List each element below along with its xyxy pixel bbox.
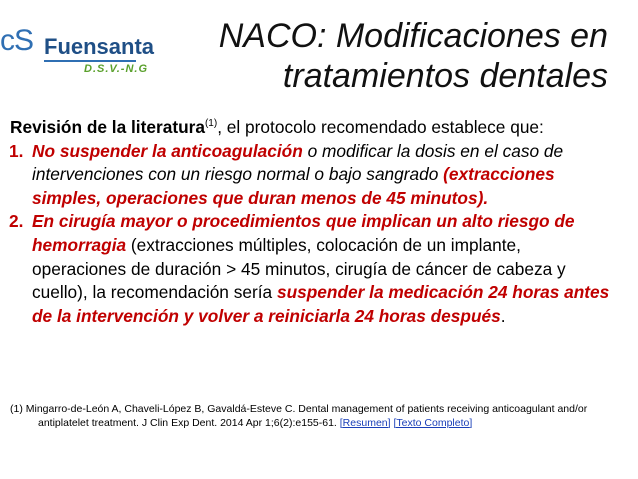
logo-subtitle: D.S.V.-N.G [84, 63, 148, 75]
title-line-1: NACO: Modificaciones en [218, 17, 608, 55]
reference-paragraph [10, 403, 610, 430]
item2-end: . [500, 305, 506, 326]
item1-red-1: No suspender la anticoagulación [32, 140, 303, 161]
list-item-1 [10, 140, 610, 211]
fuensanta-logo [0, 14, 155, 75]
intro-bold: Revisión de la literatura [10, 117, 205, 137]
slide-title [168, 16, 608, 96]
title-line-2: tratamientos dentales [282, 57, 608, 95]
item2-red-2: suspender la medicación 24 horas antes de la intervención y volver a reiniciarla 24 horas después [32, 282, 610, 326]
reference-text: (1) Mingarro-de-León A, Chaveli-López B, Gavaldá-Esteve C. Dental management of patients receiving anticoagulant and/or antiplatelet treatment. J Clin Exp Dent. 2014 Apr 1;6(2):e155-61. [10, 403, 588, 429]
item1-red-2: (extracciones simples, operaciones que duran menos de 45 minutos). [32, 164, 555, 208]
logo-cs-mark: cS [0, 24, 34, 57]
resumen-link[interactable]: [Resumen] [339, 416, 391, 429]
reference-footnote [10, 403, 610, 430]
logo-underline [44, 60, 136, 62]
intro-rest: , el protocolo recomendado establece que: [217, 117, 544, 137]
item1-italic: o modificar la dosis en el caso de intervenciones con un riesgo normal o bajo sangrado [32, 140, 564, 185]
intro-citation: (1) [204, 118, 218, 130]
item2-text: (extracciones múltiples, colocación de un implante, operaciones de duración > 45 minutos, cirugía de cáncer de cabeza y cuello), la recomendación sería [32, 234, 566, 303]
logo-name: Fuensanta [44, 34, 155, 59]
item2-red-1: En cirugía mayor o procedimientos que implican un alto riesgo de hemorragia [32, 211, 575, 255]
texto-completo-link[interactable]: [Texto Completo] [393, 416, 473, 429]
list-number-2: 2. [9, 211, 24, 232]
slide-body [10, 116, 610, 328]
list-item-2 [10, 210, 610, 328]
list-number-1: 1. [9, 140, 24, 161]
intro-paragraph [10, 116, 610, 140]
